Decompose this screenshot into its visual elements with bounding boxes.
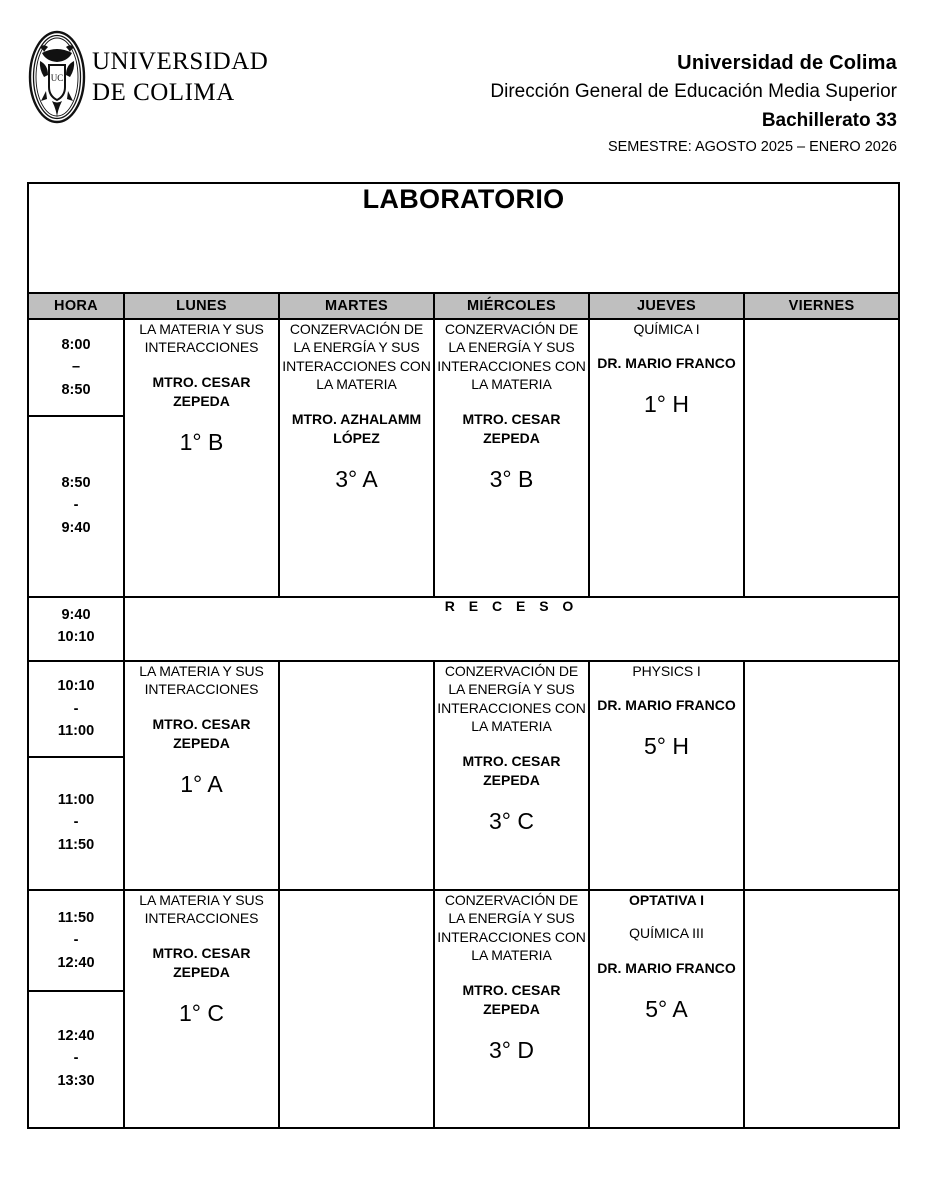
class-cell-lunes: [124, 661, 279, 890]
class-group: 5° A: [645, 995, 688, 1022]
class-cell-jueves: [589, 661, 744, 890]
class-cell-miercoles: [434, 661, 589, 890]
class-subject: CONZERVACIÓN DE LA ENERGÍA Y SUS INTERACCIONES CON LA MATERIA: [437, 663, 586, 735]
class-cell-lunes: [124, 319, 279, 597]
column-header-jueves: JUEVES: [589, 293, 744, 319]
class-teacher: MTRO. CESAR ZEPEDA: [152, 715, 251, 751]
column-header-hora: HORA: [28, 293, 124, 319]
break-end: 10:10: [57, 629, 95, 646]
class-cell-martes: [279, 661, 434, 890]
class-cell-viernes: [744, 661, 899, 890]
schedule-table-wrap: [27, 182, 898, 1129]
schedule-table: [27, 182, 900, 1129]
table-row: [28, 319, 899, 597]
svg-text:UC: UC: [50, 73, 64, 83]
direction-name: Dirección General de Educación Media Superior: [490, 81, 897, 102]
hour-dash: –: [71, 359, 81, 376]
hour-start: 11:50: [57, 909, 95, 926]
class-group: 3° D: [489, 1036, 534, 1063]
hour-cell: [28, 319, 124, 597]
hour-end: 11:00: [57, 723, 95, 740]
header-titles: [297, 52, 897, 155]
class-cell-miercoles: [434, 890, 589, 1128]
hour-start: 8:50: [61, 474, 91, 491]
class-subject: QUÍMICA I: [633, 321, 700, 337]
class-teacher: MTRO. CESAR ZEPEDA: [152, 373, 251, 409]
semester-label: SEMESTRE: AGOSTO 2025 – ENERO 2026: [607, 139, 897, 155]
hour-start: 10:10: [57, 678, 95, 695]
logo-text: [92, 49, 268, 105]
class-group: 1° C: [179, 999, 224, 1026]
hour-slot: [29, 758, 123, 887]
class-cell-viernes: [744, 319, 899, 597]
column-header-miercoles: MIÉRCOLES: [434, 293, 589, 319]
hour-dash: -: [73, 497, 79, 514]
class-subject: CONZERVACIÓN DE LA ENERGÍA Y SUS INTERACCIONES CON LA MATERIA: [437, 321, 586, 393]
hour-cell: [28, 890, 124, 1128]
hour-slot: [29, 417, 123, 594]
school-name: Bachillerato 33: [761, 110, 897, 131]
class-subject: QUÍMICA III: [629, 924, 704, 941]
table-row: [28, 890, 899, 1128]
hour-slot: [29, 891, 123, 992]
document-header: [0, 0, 927, 180]
class-cell-jueves: [589, 319, 744, 597]
university-name: Universidad de Colima: [677, 52, 897, 74]
hour-end: 12:40: [57, 954, 95, 971]
class-teacher: DR. MARIO FRANCO: [597, 355, 736, 372]
university-seal-icon: [28, 29, 86, 125]
class-cell-miercoles: [434, 319, 589, 597]
break-hour-cell: [28, 597, 124, 661]
class-group: 3° C: [489, 807, 534, 834]
class-subject: CONZERVACIÓN DE LA ENERGÍA Y SUS INTERACCIONES CON LA MATERIA: [437, 892, 586, 964]
hour-end: 11:50: [57, 836, 95, 853]
class-group: 1° H: [644, 391, 689, 418]
class-subject: CONZERVACIÓN DE LA ENERGÍA Y SUS INTERACCIONES CON LA MATERIA: [282, 321, 431, 393]
break-start: 9:40: [61, 607, 91, 623]
class-cell-jueves: [589, 890, 744, 1128]
lab-banner: LABORATORIO: [28, 183, 899, 293]
banner-row: [28, 183, 899, 293]
break-label: R E C E S O: [124, 597, 899, 661]
class-group: 3° B: [489, 465, 534, 492]
hour-start: 8:00: [61, 336, 91, 353]
hour-cell: [28, 661, 124, 890]
class-subject: LA MATERIA Y SUS INTERACCIONES: [139, 321, 264, 356]
hour-dash: -: [73, 700, 79, 717]
hour-start: 11:00: [57, 791, 95, 808]
table-row: [28, 661, 899, 890]
class-group: 3° A: [335, 465, 378, 492]
hour-slot: [29, 320, 123, 417]
class-subject: PHYSICS I: [632, 663, 701, 679]
class-teacher: MTRO. CESAR ZEPEDA: [152, 944, 251, 980]
class-group: 1° B: [179, 428, 224, 455]
hour-dash: -: [73, 932, 79, 949]
hour-end: 8:50: [61, 381, 91, 398]
class-teacher: MTRO. CESAR ZEPEDA: [462, 981, 561, 1017]
hour-slot: [29, 662, 123, 758]
class-group: 1° A: [180, 770, 223, 797]
hour-slot: [29, 992, 123, 1125]
class-teacher: MTRO. CESAR ZEPEDA: [462, 752, 561, 788]
class-subject: LA MATERIA Y SUS INTERACCIONES: [139, 892, 264, 927]
column-header-martes: MARTES: [279, 293, 434, 319]
university-logo: [28, 22, 269, 132]
class-elective-label: OPTATIVA I: [629, 892, 704, 908]
class-cell-viernes: [744, 890, 899, 1128]
logo-line-2: DE COLIMA: [92, 79, 235, 106]
hour-start: 12:40: [57, 1027, 95, 1044]
column-header-lunes: LUNES: [124, 293, 279, 319]
class-teacher: MTRO. AZHALAMM LÓPEZ: [291, 410, 422, 446]
class-teacher: MTRO. CESAR ZEPEDA: [462, 410, 561, 446]
hour-end: 13:30: [57, 1072, 95, 1089]
logo-line-1: UNIVERSIDAD: [92, 48, 269, 75]
hour-end: 9:40: [61, 519, 91, 536]
class-group: 5° H: [644, 733, 689, 760]
class-cell-martes: [279, 890, 434, 1128]
class-teacher: DR. MARIO FRANCO: [597, 959, 736, 976]
class-cell-lunes: [124, 890, 279, 1128]
hour-dash: -: [73, 814, 79, 831]
class-teacher: DR. MARIO FRANCO: [597, 697, 736, 714]
column-header-viernes: VIERNES: [744, 293, 899, 319]
hour-slot: [29, 598, 123, 655]
break-row: [28, 597, 899, 661]
class-subject: LA MATERIA Y SUS INTERACCIONES: [139, 663, 264, 698]
class-cell-martes: [279, 319, 434, 597]
day-header-row: [28, 293, 899, 319]
hour-dash: -: [73, 1050, 79, 1067]
